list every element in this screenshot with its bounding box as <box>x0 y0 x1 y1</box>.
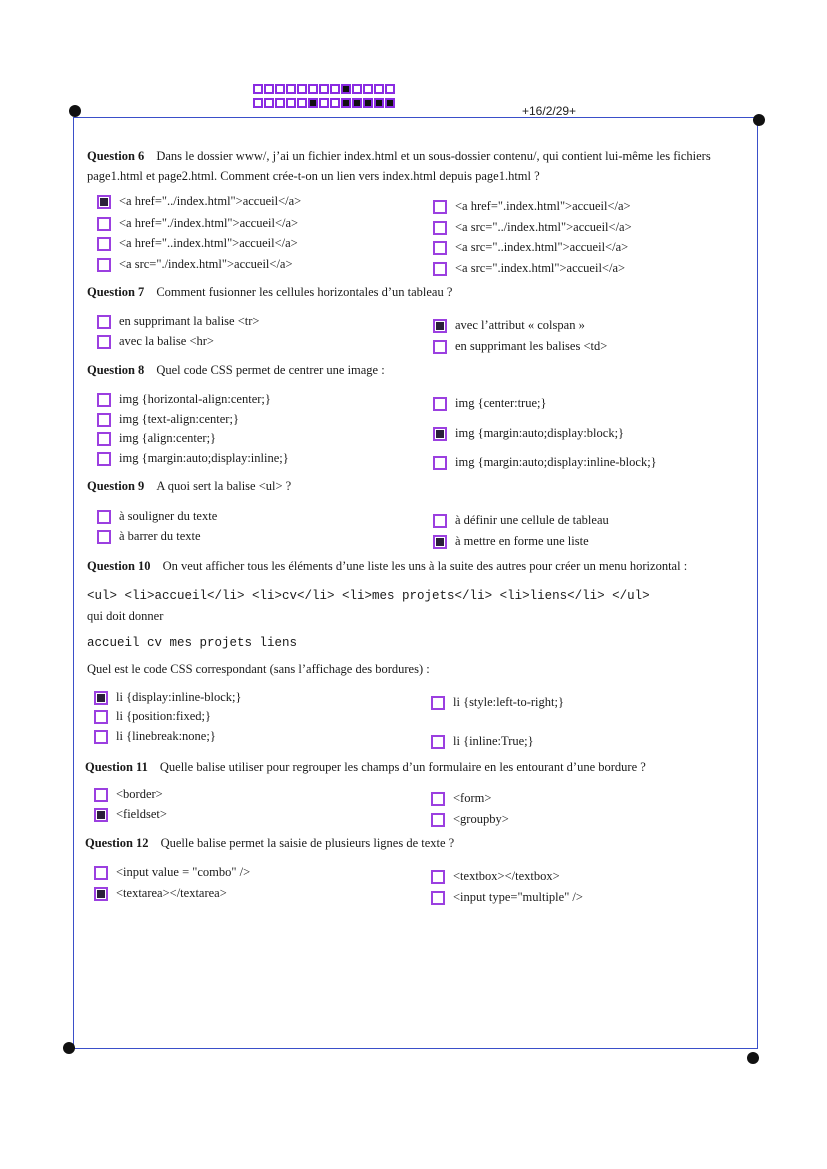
answer-option[interactable] <box>431 890 583 905</box>
code-cell <box>319 98 329 108</box>
option-label: en supprimant la balise <tr> <box>119 314 260 328</box>
option-label: li {display:inline-block;} <box>116 690 242 704</box>
question-text: A quoi sert la balise <ul> ? <box>156 479 292 493</box>
answer-option[interactable] <box>97 194 301 209</box>
checkbox[interactable] <box>97 258 111 272</box>
answer-option[interactable] <box>433 513 609 528</box>
checkbox[interactable] <box>94 788 108 802</box>
answer-option[interactable] <box>97 216 298 231</box>
question-8 <box>87 360 385 380</box>
checkbox[interactable] <box>433 200 447 214</box>
checkbox[interactable] <box>431 891 445 905</box>
code-cell <box>319 84 329 94</box>
answer-option[interactable] <box>433 240 628 255</box>
page-code: +16/2/29+ <box>522 104 577 118</box>
option-label: <a src="..index.html">accueil</a> <box>455 240 629 254</box>
option-label: li {linebreak:none;} <box>116 729 216 743</box>
checkbox-checked[interactable] <box>94 808 108 822</box>
option-label: à mettre en forme une liste <box>455 534 589 548</box>
option-label: <textbox></textbox> <box>453 869 560 883</box>
answer-option[interactable] <box>97 392 271 407</box>
answer-code-row-1 <box>253 84 395 94</box>
code-cell <box>374 84 384 94</box>
answer-option[interactable] <box>97 334 214 349</box>
question-text: Quel est le code CSS correspondant (sans l’affichage des bordures) : <box>87 662 430 676</box>
question-text: Comment fusionner les cellules horizontales d’un tableau ? <box>156 285 453 299</box>
option-label: à barrer du texte <box>119 529 201 543</box>
answer-option[interactable] <box>94 787 163 802</box>
option-label: avec l’attribut « colspan » <box>455 318 585 332</box>
code-cell <box>253 84 263 94</box>
code-cell <box>352 98 362 108</box>
checkbox[interactable] <box>431 792 445 806</box>
question-number: Question 12 <box>85 836 149 850</box>
answer-option[interactable] <box>433 261 625 276</box>
option-label: li {inline:True;} <box>453 734 534 748</box>
question-number: Question 10 <box>87 559 151 573</box>
answer-option[interactable] <box>97 314 259 329</box>
checkbox[interactable] <box>433 340 447 354</box>
answer-option[interactable] <box>431 695 564 710</box>
checkbox[interactable] <box>97 315 111 329</box>
code-cell <box>308 84 318 94</box>
code-cell <box>374 98 384 108</box>
option-label: <a href="..index.html">accueil</a> <box>119 236 298 250</box>
option-label: <form> <box>453 791 492 805</box>
question-number: Question 6 <box>87 149 145 163</box>
option-label: <input value = "combo" /> <box>116 865 251 879</box>
answer-option[interactable] <box>431 869 560 884</box>
checkbox[interactable] <box>97 452 111 466</box>
question-text: qui doit donner <box>87 609 164 623</box>
answer-option[interactable] <box>94 865 250 880</box>
question-10 <box>87 556 687 576</box>
option-label: img {horizontal-align:center;} <box>119 392 271 406</box>
checkbox[interactable] <box>433 514 447 528</box>
code-cell <box>297 98 307 108</box>
option-label: img {margin:auto;display:inline-block;} <box>455 455 657 469</box>
code-cell <box>330 84 340 94</box>
question-12 <box>85 833 454 853</box>
answer-code-row-2 <box>253 98 395 108</box>
checkbox[interactable] <box>431 696 445 710</box>
answer-option[interactable] <box>97 257 293 272</box>
checkbox[interactable] <box>94 730 108 744</box>
code-cell <box>275 98 285 108</box>
checkbox[interactable] <box>433 456 447 470</box>
option-label: <border> <box>116 787 163 801</box>
answer-option[interactable] <box>97 509 217 524</box>
code-cell <box>264 84 274 94</box>
question-11 <box>85 757 646 777</box>
answer-option[interactable] <box>433 339 607 354</box>
checkbox[interactable] <box>94 866 108 880</box>
answer-option[interactable] <box>94 690 242 705</box>
checkbox[interactable] <box>433 241 447 255</box>
option-label: <a href="./index.html">accueil</a> <box>119 216 299 230</box>
corner-marker <box>753 114 765 126</box>
option-label: avec la balise <hr> <box>119 334 214 348</box>
answer-option[interactable] <box>94 709 211 724</box>
code-cell <box>297 84 307 94</box>
corner-marker <box>63 1042 75 1054</box>
answer-option[interactable] <box>431 791 491 806</box>
question-number: Question 11 <box>85 760 148 774</box>
question-7 <box>87 282 452 302</box>
option-label: img {text-align:center;} <box>119 412 239 426</box>
corner-marker <box>69 105 81 117</box>
code-sample-output: accueil cv mes projets liens <box>87 636 298 650</box>
option-label: img {center:true;} <box>455 396 547 410</box>
code-cell <box>286 84 296 94</box>
code-cell <box>385 98 395 108</box>
answer-option[interactable] <box>433 199 631 214</box>
option-label: li {position:fixed;} <box>116 709 211 723</box>
question-text: Dans le dossier www/, j’ai un fichier index.html et un sous-dossier contenu/, qui contient lui-même les fichiers <box>156 149 711 163</box>
checkbox-checked[interactable] <box>97 195 111 209</box>
option-label: <a src="../index.html">accueil</a> <box>455 220 632 234</box>
checkbox[interactable] <box>97 393 111 407</box>
question-text: Quel code CSS permet de centrer une image : <box>156 363 385 377</box>
checkbox[interactable] <box>433 221 447 235</box>
code-cell <box>253 98 263 108</box>
answer-option[interactable] <box>431 734 534 749</box>
answer-option[interactable] <box>94 807 167 822</box>
code-cell <box>341 98 351 108</box>
option-label: li {style:left-to-right;} <box>453 695 564 709</box>
option-label: à définir une cellule de tableau <box>455 513 609 527</box>
answer-option[interactable] <box>433 318 585 333</box>
checkbox[interactable] <box>433 262 447 276</box>
question-text: page1.html et page2.html. Comment crée-t-on un lien vers index.html depuis page1.html ? <box>87 169 540 183</box>
checkbox[interactable] <box>97 217 111 231</box>
option-label: <groupby> <box>453 812 509 826</box>
code-cell <box>363 84 373 94</box>
question-text: Quelle balise utiliser pour regrouper les champs d’un formulaire en les entourant d’une bordure ? <box>159 760 646 774</box>
option-label: <a src=".index.html">accueil</a> <box>455 261 626 275</box>
code-cell <box>363 98 373 108</box>
checkbox[interactable] <box>431 870 445 884</box>
option-label: en supprimant les balises <td> <box>455 339 608 353</box>
checkbox[interactable] <box>431 735 445 749</box>
answer-option[interactable] <box>433 426 624 441</box>
question-9 <box>87 476 291 496</box>
code-cell <box>308 98 318 108</box>
code-cell <box>264 98 274 108</box>
answer-option[interactable] <box>97 412 239 427</box>
option-label: à souligner du texte <box>119 509 218 523</box>
checkbox-checked[interactable] <box>433 427 447 441</box>
answer-option[interactable] <box>431 812 509 827</box>
option-label: img {margin:auto;display:block;} <box>455 426 625 440</box>
option-label: <a href="../index.html">accueil</a> <box>119 194 302 208</box>
option-label: <a src="./index.html">accueil</a> <box>119 257 293 271</box>
option-label: img {align:center;} <box>119 431 217 445</box>
code-sample-list: <ul> <li>accueil</li> <li>cv</li> <li>mes projets</li> <li>liens</li> </ul> <box>87 589 650 603</box>
question-6 <box>87 146 752 186</box>
checkbox[interactable] <box>431 813 445 827</box>
checkbox[interactable] <box>97 432 111 446</box>
option-label: <input type="multiple" /> <box>453 890 583 904</box>
checkbox-checked[interactable] <box>94 691 108 705</box>
answer-option[interactable] <box>94 886 227 901</box>
answer-option[interactable] <box>97 431 216 446</box>
code-cell <box>385 84 395 94</box>
code-cell <box>352 84 362 94</box>
checkbox[interactable] <box>433 397 447 411</box>
question-number: Question 9 <box>87 479 145 493</box>
checkbox-checked[interactable] <box>94 887 108 901</box>
option-label: <textarea></textarea> <box>116 886 227 900</box>
code-cell <box>330 98 340 108</box>
answer-option[interactable] <box>97 529 201 544</box>
question-text: Quelle balise permet la saisie de plusieurs lignes de texte ? <box>160 836 455 850</box>
checkbox[interactable] <box>97 413 111 427</box>
option-label: <a href=".index.html">accueil</a> <box>455 199 631 213</box>
answer-option[interactable] <box>433 534 589 549</box>
answer-option[interactable] <box>97 451 289 466</box>
checkbox-checked[interactable] <box>433 319 447 333</box>
checkbox[interactable] <box>97 335 111 349</box>
question-text: On veut afficher tous les éléments d’une liste les uns à la suite des autres pour créer un menu horizontal : <box>162 559 688 573</box>
checkbox[interactable] <box>94 710 108 724</box>
checkbox[interactable] <box>97 530 111 544</box>
option-label: <fieldset> <box>116 807 167 821</box>
option-label: img {margin:auto;display:inline;} <box>119 451 289 465</box>
answer-option[interactable] <box>97 236 298 251</box>
answer-option[interactable] <box>433 220 632 235</box>
checkbox[interactable] <box>97 510 111 524</box>
question-number: Question 7 <box>87 285 145 299</box>
corner-marker <box>747 1052 759 1064</box>
checkbox[interactable] <box>97 237 111 251</box>
answer-option[interactable] <box>94 729 216 744</box>
code-cell <box>275 84 285 94</box>
code-cell <box>341 84 351 94</box>
checkbox-checked[interactable] <box>433 535 447 549</box>
answer-option[interactable] <box>433 455 657 470</box>
question-number: Question 8 <box>87 363 145 377</box>
code-cell <box>286 98 296 108</box>
answer-option[interactable] <box>433 396 546 411</box>
